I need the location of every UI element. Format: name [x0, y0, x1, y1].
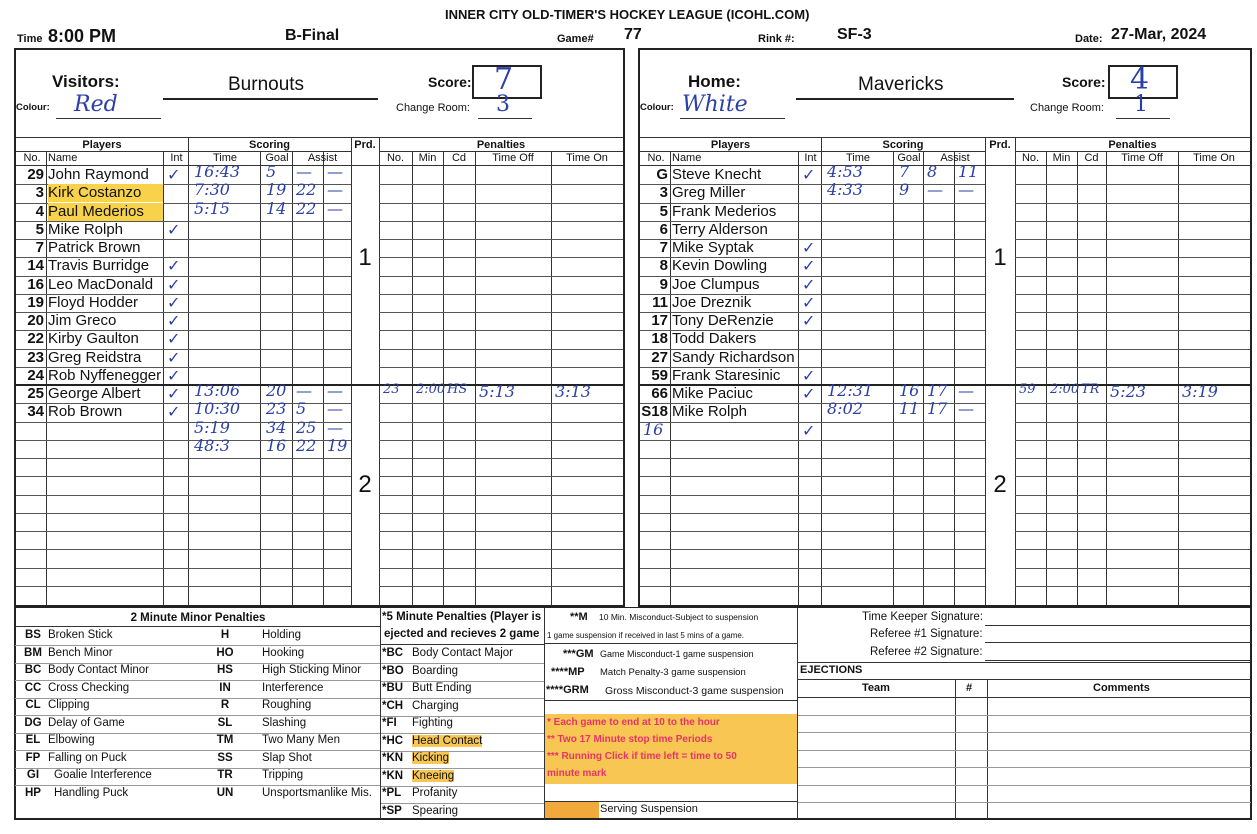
minor-code: BM [24, 646, 42, 659]
home-penalty-no: 59 [1019, 382, 1036, 397]
home-goal-scorer: 7 [899, 162, 910, 181]
home-col-assist: Assist [940, 152, 970, 164]
home-goal-time: 12:31 [827, 381, 874, 400]
minor-name: Slap Shot [262, 751, 312, 764]
visitors-goal-time: 7:30 [194, 180, 230, 200]
home-player-name: Mike Syptak [672, 239, 754, 256]
major-name: Charging [412, 699, 459, 712]
visitors-player-name: Rob Brown [48, 403, 123, 421]
home-player-number: 66 [651, 385, 668, 402]
major-code: *HC [382, 734, 404, 747]
minor-name: Roughing [262, 699, 312, 711]
home-col-cd: Cd [1084, 152, 1099, 164]
note-1: * Each game to end at 10 to the hour [547, 717, 720, 728]
home-team-name: Mavericks [858, 74, 944, 95]
home-player-name: Frank Staresinic [672, 366, 781, 384]
minor-name: Slashing [262, 716, 307, 729]
minor-code: TM [216, 734, 234, 746]
referee1-sig-label: Referee #1 Signature: [870, 628, 983, 640]
minor-name: Holding [262, 629, 301, 641]
game-label: Game# [557, 33, 594, 45]
visitors-goal-time: 10:30 [194, 399, 241, 419]
visitors-penalty-cd: HS [447, 382, 468, 397]
ejections-title: EJECTIONS [800, 664, 863, 676]
date: 27-Mar, 2024 [1111, 26, 1207, 43]
home-score-label: Score: [1062, 74, 1106, 90]
misconduct-code: **M [570, 611, 588, 623]
major-name: Kicking [412, 752, 450, 764]
visitors-goal-scorer: 20 [266, 381, 287, 400]
visitors-player-number: 19 [27, 293, 44, 311]
home-penalty-off: 5:23 [1110, 382, 1146, 401]
home-player-number: 6 [659, 220, 668, 238]
visitors-col-on: Time On [566, 152, 608, 164]
visitors-goal-assist-1: — [296, 162, 312, 181]
major-code: *BO [382, 664, 404, 677]
visitors-goal-assist-1: — [296, 381, 312, 400]
visitors-goal-scorer: 14 [266, 198, 287, 218]
home-goal-time: 4:53 [827, 162, 863, 181]
home-player-name: Frank Mederios [672, 202, 777, 220]
visitors-section [14, 48, 625, 607]
home-goal-time: 4:33 [827, 180, 863, 200]
visitors-player-number: 5 [35, 220, 44, 238]
game-time: 8:00 PM [48, 26, 117, 46]
check-icon: ✓ [802, 420, 816, 440]
minor-code: BS [25, 629, 41, 641]
visitors-player-name: Travis Burridge [48, 257, 150, 275]
mp-code: ****MP [551, 666, 585, 678]
home-player-number: 11 [652, 293, 668, 311]
home-player-name: Sandy Richardson [672, 348, 795, 366]
visitors-col-name: Name [48, 152, 78, 164]
minor-code: FP [25, 751, 41, 764]
minor-name: Hooking [262, 646, 305, 659]
visitors-penalty-no: 23 [383, 382, 400, 397]
major-code: *PL [382, 787, 402, 799]
visitors-goal-time: 13:06 [194, 381, 241, 400]
check-icon: ✓ [802, 384, 816, 403]
major-name: Profanity [412, 787, 458, 799]
home-player-name: Todd Dakers [672, 330, 757, 348]
home-col-no: No. [647, 152, 665, 164]
visitors-goal-assist-1: 25 [296, 417, 317, 437]
visitors-player-name: Kirby Gaulton [48, 330, 139, 348]
visitors-player-number: 29 [27, 166, 44, 183]
visitors-col-cd: Cd [451, 152, 467, 164]
check-icon: ✓ [167, 219, 181, 239]
misconduct-sub: 1 game suspension if received in last 5 mins of a game. [547, 631, 744, 640]
major-name: Fighting [412, 717, 453, 729]
minor-code: CC [24, 681, 42, 694]
home-player-number: 8 [659, 257, 668, 275]
home-goal-scorer: 9 [899, 180, 910, 200]
visitors-goal-scorer: 16 [266, 435, 287, 455]
grm-code: ****GRM [546, 684, 589, 696]
check-icon: ✓ [167, 311, 181, 330]
visitors-players-header: Players [82, 139, 122, 151]
grm-text: Gross Misconduct-3 game suspension [605, 685, 784, 697]
visitors-period-1: 1 [358, 244, 372, 271]
check-icon: ✓ [167, 402, 181, 422]
minor-code: DG [24, 716, 42, 729]
division: B-Final [285, 27, 340, 44]
major-name: Head Contact [412, 734, 483, 747]
home-player-number: 5 [659, 202, 668, 220]
visitors-colour-label: Colour: [16, 102, 50, 113]
visitors-goal-scorer: 19 [266, 180, 287, 200]
visitors-goal-time: 16:43 [194, 162, 241, 181]
visitors-goal-assist-2: — [327, 381, 343, 400]
home-period-2: 2 [993, 471, 1007, 498]
game-number: 77 [624, 26, 642, 43]
minor-code: UN [216, 786, 234, 799]
visitors-change-room: 3 [496, 92, 510, 117]
minor-code: SS [217, 751, 233, 764]
gm-text: Game Misconduct-1 game suspension [600, 649, 754, 659]
home-goal-time: 8:02 [827, 399, 863, 419]
home-col-int: Int [804, 152, 817, 164]
home-goal-assist-2: 11 [958, 162, 979, 181]
visitors-scoring-header: Scoring [249, 139, 290, 151]
minor-penalties-title: 2 Minute Minor Penalties [130, 612, 266, 624]
home-player-number: 59 [651, 366, 668, 384]
minor-name: Cross Checking [48, 681, 130, 694]
home-col-time: Time [845, 152, 871, 164]
major-name: Body Contact Major [412, 647, 513, 659]
check-icon: ✓ [802, 274, 816, 294]
minor-name: Clipping [48, 699, 90, 711]
visitors-goal-assist-2: — [327, 399, 343, 419]
visitors-goal-time: 48:3 [194, 435, 230, 455]
visitors-player-number: 14 [27, 257, 44, 275]
visitors-col-off: Time Off [492, 152, 534, 164]
visitors-team-name: Burnouts [228, 74, 305, 95]
league-title: INNER CITY OLD-TIMER'S HOCKEY LEAGUE (ICOHL.COM) [445, 7, 810, 22]
home-change-room: 1 [1134, 92, 1148, 117]
minor-name: Broken Stick [48, 629, 113, 641]
check-icon: ✓ [167, 329, 181, 349]
visitors-player-number: 22 [27, 330, 44, 348]
minor-name: High Sticking Minor [262, 664, 362, 676]
check-icon: ✓ [802, 311, 816, 330]
home-player-name: Greg Miller [672, 184, 746, 202]
serving-swatch [545, 801, 599, 818]
minor-name: Handling Puck [54, 786, 129, 799]
home-goal-assist-1: 8 [927, 162, 938, 181]
minor-name: Interference [262, 681, 324, 694]
visitors-score: 7 [494, 62, 514, 97]
home-player-name: Steve Knecht [672, 166, 762, 183]
major-penalties-title: *5 Minute Penalties (Player is [382, 611, 542, 623]
home-player-number: S18 [641, 403, 668, 421]
home-goal-scorer: 11 [899, 399, 920, 419]
check-icon: ✓ [167, 384, 181, 403]
home-period-1: 1 [993, 244, 1007, 271]
major-code: *CH [382, 699, 404, 712]
visitors-goal-assist-1: 22 [296, 180, 317, 200]
home-col-pno: No. [1021, 152, 1040, 164]
visitors-player-number: 34 [27, 403, 44, 421]
home-player-number: 9 [659, 275, 668, 293]
minor-name: Elbowing [48, 734, 95, 746]
visitors-goal-assist-2: — [327, 180, 343, 200]
visitors-goal-assist-1: 22 [296, 435, 317, 455]
home-col-on: Time On [1193, 152, 1235, 164]
time-label: Time [17, 33, 43, 45]
minor-code: HO [216, 646, 234, 659]
minor-code: H [220, 629, 230, 641]
misconduct-text: 10 Min. Misconduct-Subject to suspension [599, 612, 759, 622]
home-player-name: Mike Rolph [672, 403, 748, 421]
visitors-player-number: 3 [35, 184, 44, 202]
minor-name: Two Many Men [262, 734, 340, 746]
major-code: *KN [382, 769, 404, 782]
home-col-name: Name [672, 152, 702, 164]
home-player-number: 18 [651, 330, 668, 348]
visitors-player-name: Greg Reidstra [48, 348, 142, 366]
check-icon: ✓ [802, 256, 816, 276]
visitors-label: Visitors: [52, 72, 120, 91]
home-goal-assist-2: — [958, 381, 974, 400]
visitors-col-min: Min [418, 152, 437, 164]
visitors-player-name: Patrick Brown [48, 239, 141, 256]
visitors-player-name: Leo MacDonald [48, 275, 154, 293]
visitors-player-number: 23 [27, 348, 44, 366]
visitors-goal-assist-1: 5 [296, 399, 307, 419]
check-icon: ✓ [167, 365, 181, 385]
home-penalties-header: Penalties [1108, 139, 1157, 151]
home-player-number: 17 [651, 312, 668, 329]
home-col-off: Time Off [1121, 152, 1163, 164]
visitors-goal-scorer: 34 [266, 417, 287, 437]
minor-name: Goalie Interference [54, 769, 152, 781]
gm-code: ***GM [563, 648, 594, 660]
check-icon: ✓ [167, 347, 181, 367]
minor-name: Body Contact Minor [48, 664, 149, 676]
home-player-number: 27 [651, 348, 668, 366]
minor-name: Tripping [262, 769, 304, 781]
home-label: Home: [688, 72, 741, 91]
visitors-col-pno: No. [386, 152, 405, 164]
visitors-player-number: 7 [35, 239, 44, 256]
timekeeper-sig-label: Time Keeper Signature: [862, 611, 984, 623]
home-goal-scorer: 16 [899, 381, 920, 400]
visitors-player-number: 16 [27, 275, 44, 293]
major-code: *BC [382, 647, 404, 659]
note-4: minute mark [547, 768, 607, 779]
minor-name: Delay of Game [48, 716, 125, 729]
home-player-name: Joe Dreznik [672, 293, 752, 311]
home-col-min: Min [1052, 152, 1071, 164]
visitors-period-header: Prd. [354, 139, 376, 151]
mp-text: Match Penalty-3 game suspension [600, 667, 746, 678]
home-section [638, 48, 1252, 607]
home-players-header: Players [710, 139, 751, 151]
home-penalty-cd: TR [1081, 382, 1100, 397]
home-colour-label: Colour: [640, 102, 674, 113]
visitors-goal-assist-2: 19 [327, 435, 348, 455]
rink-label: Rink #: [758, 33, 795, 45]
visitors-penalties-header: Penalties [476, 139, 526, 151]
major-code: *BU [382, 682, 404, 694]
home-col-goal: Goal [897, 152, 921, 164]
visitors-player-number: 25 [27, 385, 44, 402]
visitors-player-name: Paul Mederios [48, 203, 163, 221]
home-goal-assist-1: 17 [927, 399, 948, 419]
minor-code: R [220, 699, 230, 711]
minor-code: IN [219, 681, 231, 694]
visitors-change-room-label: Change Room: [396, 102, 470, 114]
visitors-goal-assist-1: 22 [296, 198, 317, 218]
check-icon: ✓ [802, 365, 816, 385]
visitors-player-number: 4 [35, 202, 44, 220]
home-player-name: Kevin Dowling [672, 257, 768, 275]
home-period-header: Prd. [989, 139, 1011, 151]
visitors-goal-assist-2: — [327, 162, 343, 181]
serving-suspension-label: Serving Suspension [600, 803, 698, 815]
date-label: Date: [1075, 33, 1103, 45]
visitors-col-assist: Assist [307, 152, 338, 164]
home-player-number: 16 [643, 419, 664, 439]
check-icon: ✓ [802, 292, 816, 312]
visitors-colour: Red [74, 92, 118, 117]
minor-name: Falling on Puck [48, 751, 127, 764]
visitors-player-name: Kirk Costanzo [48, 184, 163, 202]
note-2: ** Two 17 Minute stop time Periods [547, 734, 713, 745]
rink: SF-3 [837, 26, 872, 43]
home-player-number: 3 [659, 184, 668, 202]
home-player-name: Joe Clumpus [672, 275, 760, 293]
minor-code: SL [217, 716, 233, 729]
major-name: Butt Ending [412, 682, 472, 694]
referee2-sig-label: Referee #2 Signature: [870, 646, 983, 658]
visitors-goal-assist-2: — [327, 198, 343, 218]
note-3: *** Running Click if time left = time to 50 [547, 751, 737, 762]
check-icon: ✓ [167, 274, 181, 294]
check-icon: ✓ [167, 256, 181, 276]
visitors-score-label: Score: [428, 74, 472, 90]
home-change-room-label: Change Room: [1030, 102, 1104, 114]
visitors-player-name: Jim Greco [48, 312, 117, 329]
visitors-goal-time: 5:15 [194, 198, 230, 218]
minor-code: HP [25, 786, 41, 799]
major-name: Boarding [412, 664, 459, 677]
minor-code: TR [217, 769, 233, 781]
ejections-number-header: # [966, 682, 973, 694]
visitors-penalty-on: 3:13 [555, 382, 591, 401]
visitors-player-name: Rob Nyffenegger [48, 366, 162, 384]
visitors-player-name: Mike Rolph [48, 220, 124, 238]
visitors-player-name: John Raymond [48, 166, 149, 183]
home-colour: White [682, 92, 748, 117]
home-player-name: Mike Paciuc [672, 385, 753, 402]
ejections-team-header: Team [862, 682, 890, 694]
visitors-player-name: Floyd Hodder [48, 293, 139, 311]
check-icon: ✓ [167, 165, 181, 184]
visitors-col-time: Time [212, 152, 238, 164]
home-goal-assist-1: — [927, 180, 943, 200]
minor-name: Bench Minor [48, 646, 113, 659]
visitors-col-int: Int [170, 152, 183, 164]
major-code: *KN [382, 752, 404, 764]
visitors-period-2: 2 [358, 471, 372, 498]
visitors-player-number: 24 [27, 366, 44, 384]
minor-code: GI [26, 769, 40, 781]
home-penalty-on: 3:19 [1182, 382, 1218, 401]
home-goal-assist-2: — [958, 180, 974, 200]
visitors-goal-scorer: 23 [266, 399, 287, 419]
major-code: *SP [382, 804, 402, 817]
check-icon: ✓ [802, 165, 816, 184]
home-goal-assist-1: 17 [927, 381, 948, 400]
major-name: Kneeing [412, 769, 455, 782]
visitors-goal-time: 5:19 [194, 417, 230, 437]
visitors-penalty-min: 2:00 [416, 382, 446, 397]
home-player-number: 7 [659, 239, 668, 256]
visitors-player-number: 20 [27, 312, 44, 329]
minor-code: HS [217, 664, 233, 676]
check-icon: ✓ [167, 292, 181, 312]
minor-code: CL [25, 699, 41, 711]
major-name: Spearing [412, 804, 459, 817]
visitors-penalty-off: 5:13 [479, 382, 515, 401]
home-score: 4 [1130, 62, 1150, 97]
home-scoring-header: Scoring [882, 139, 924, 151]
major-code: *FI [382, 717, 397, 729]
minor-name: Unsportsmanlike Mis. [262, 786, 372, 799]
visitors-col-no: No. [23, 152, 41, 164]
visitors-col-goal: Goal [265, 152, 289, 164]
home-player-name: Tony DeRenzie [672, 312, 774, 329]
home-goal-assist-2: — [958, 399, 974, 419]
home-player-number: G [656, 166, 668, 183]
ejections-comments-header: Comments [1093, 682, 1150, 694]
home-penalty-min: 2:00 [1050, 382, 1080, 397]
visitors-player-name: George Albert [48, 385, 141, 402]
visitors-goal-assist-2: — [327, 417, 343, 437]
minor-code: EL [25, 734, 41, 746]
major-penalties-title-2: ejected and recieves 2 game [384, 628, 540, 640]
home-player-name: Terry Alderson [672, 220, 768, 238]
visitors-goal-scorer: 5 [266, 162, 277, 181]
check-icon: ✓ [802, 238, 816, 257]
minor-code: BC [24, 664, 42, 676]
